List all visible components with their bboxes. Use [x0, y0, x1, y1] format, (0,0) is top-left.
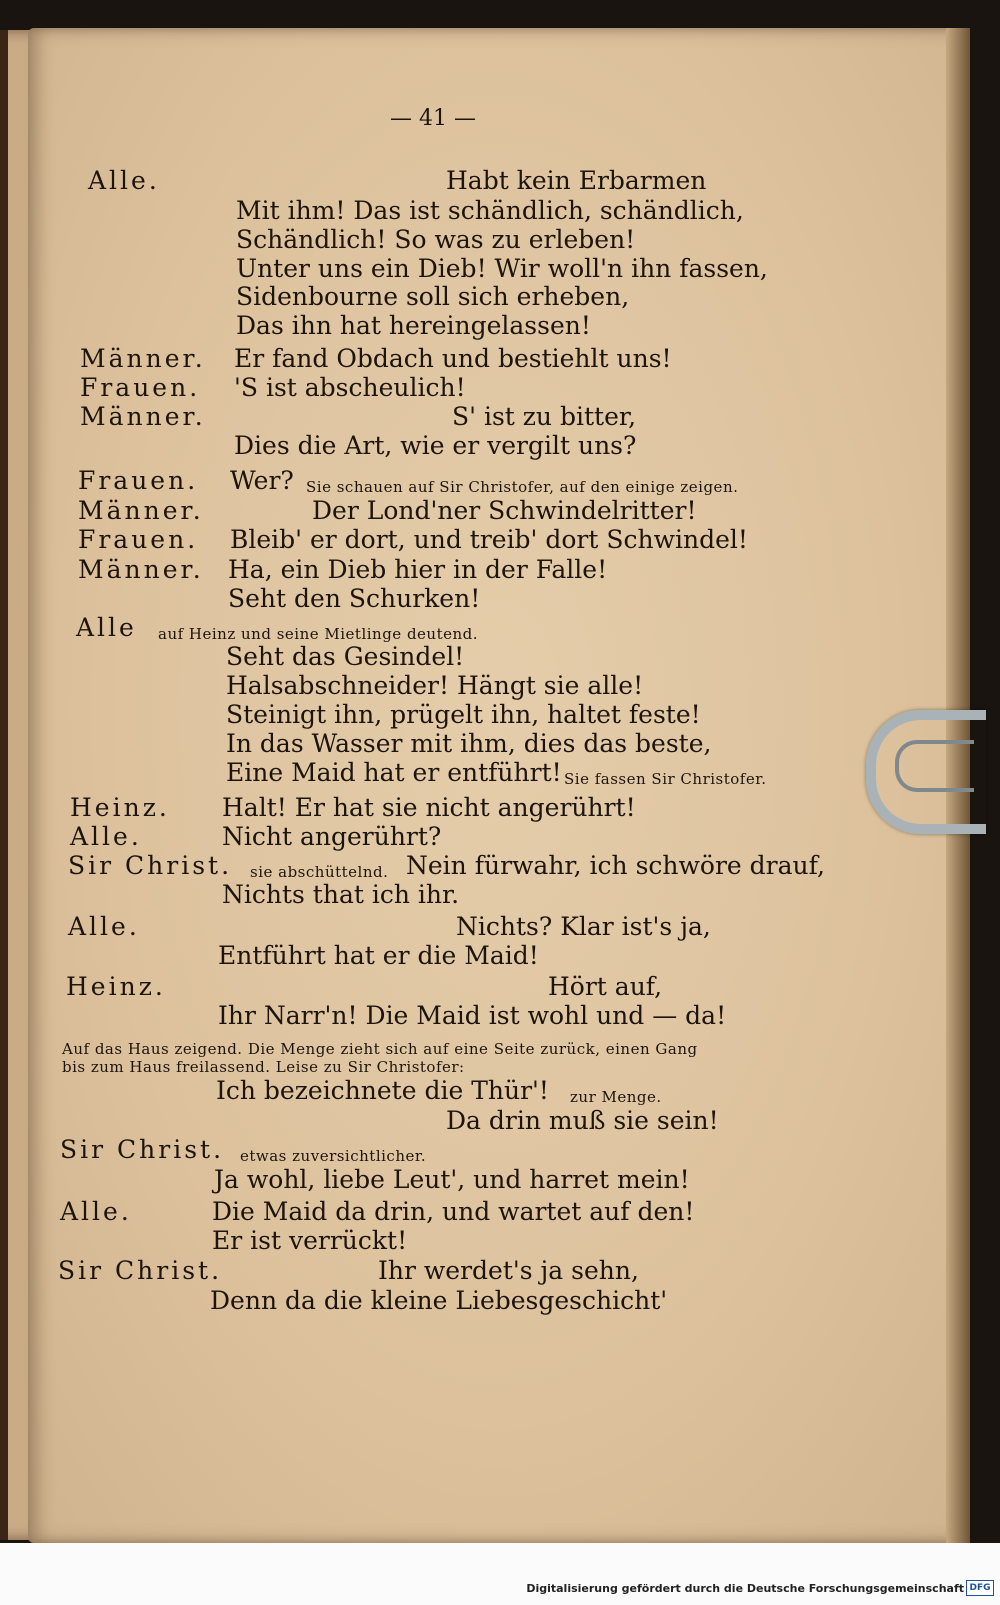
- verse-line: Nichts that ich ihr.: [222, 880, 460, 909]
- speaker-label: Männer.: [80, 402, 206, 431]
- speaker-label: Heinz.: [70, 793, 170, 822]
- verse-line: Eine Maid hat er entführt!: [226, 758, 562, 787]
- verse-line: 'S ist abscheulich!: [234, 373, 466, 402]
- verse-line: Steinigt ihn, prügelt ihn, haltet feste!: [226, 700, 701, 729]
- book-spine: [0, 30, 8, 1540]
- speaker-label: Frauen.: [80, 373, 201, 402]
- verse-line: Die Maid da drin, und wartet auf den!: [212, 1197, 695, 1226]
- verse-line: In das Wasser mit ihm, dies das beste,: [226, 729, 712, 758]
- verse-line: Nichts? Klar ist's ja,: [456, 912, 711, 941]
- speaker-label: Frauen.: [78, 525, 199, 554]
- verse-line: S' ist zu bitter,: [452, 402, 637, 431]
- speaker-label: Männer.: [78, 555, 204, 584]
- verse-line: Entführt hat er die Maid!: [218, 941, 539, 970]
- verse-line: Halt! Er hat sie nicht angerührt!: [222, 793, 636, 822]
- stage-direction: sie abschüttelnd.: [250, 863, 389, 881]
- verse-line: Ich bezeichnete die Thür'!: [216, 1076, 549, 1105]
- paper-clip-inner-loop: [895, 740, 974, 792]
- verse-line: Nein fürwahr, ich schwöre drauf,: [406, 851, 825, 880]
- speaker-label: Frauen.: [78, 466, 199, 495]
- verse-line: Ihr werdet's ja sehn,: [378, 1256, 639, 1285]
- stage-direction: zur Menge.: [570, 1088, 662, 1106]
- speaker-label: Alle.: [60, 1197, 132, 1226]
- speaker-label: Sir Christ.: [58, 1256, 223, 1285]
- verse-line: Ja wohl, liebe Leut', und harret mein!: [214, 1165, 690, 1194]
- speaker-label: Sir Christ.: [60, 1135, 225, 1164]
- verse-line: Habt kein Erbarmen: [446, 166, 707, 195]
- verse-line: Mit ihm! Das ist schändlich, schändlich,: [236, 196, 744, 225]
- book-page: [28, 28, 970, 1543]
- stage-direction: etwas zuversichtlicher.: [240, 1147, 427, 1165]
- stage-direction: Sie schauen auf Sir Christofer, auf den einige zeigen.: [306, 478, 739, 496]
- verse-line: Ihr Narr'n! Die Maid ist wohl und — da!: [218, 1001, 727, 1030]
- verse-line: Ha, ein Dieb hier in der Falle!: [228, 555, 608, 584]
- verse-line: Da drin muß sie sein!: [446, 1106, 719, 1135]
- dfg-logo: DFG: [966, 1580, 994, 1596]
- speaker-label: Sir Christ.: [68, 851, 233, 880]
- verse-line: Hört auf,: [548, 972, 663, 1001]
- verse-line: Das ihn hat hereingelassen!: [236, 311, 591, 340]
- speaker-label: Alle: [76, 613, 137, 642]
- verse-line: Er fand Obdach und bestiehlt uns!: [234, 344, 672, 373]
- speaker-label: Männer.: [80, 344, 206, 373]
- speaker-label: Alle.: [68, 912, 140, 941]
- verse-line: Schändlich! So was zu erleben!: [236, 225, 636, 254]
- stage-direction: auf Heinz und seine Mietlinge deutend.: [158, 625, 479, 643]
- speaker-label: Heinz.: [66, 972, 166, 1001]
- verse-line: Er ist verrückt!: [212, 1226, 408, 1255]
- footer-strip: [0, 1543, 1000, 1605]
- speaker-label: Männer.: [78, 496, 204, 525]
- verse-line: Seht den Schurken!: [228, 584, 481, 613]
- stage-direction: Sie fassen Sir Christofer.: [564, 770, 767, 788]
- verse-line: Seht das Gesindel!: [226, 642, 465, 671]
- verse-line: Denn da die kleine Liebesgeschicht': [210, 1286, 668, 1315]
- speaker-label: Alle.: [70, 822, 142, 851]
- stage-direction: Auf das Haus zeigend. Die Menge zieht sich auf eine Seite zurück, einen Gang: [62, 1040, 698, 1058]
- verse-line: Bleib' er dort, und treib' dort Schwindel!: [230, 525, 748, 554]
- page-number: — 41 —: [390, 106, 476, 131]
- verse-line: Der Lond'ner Schwindelritter!: [312, 496, 697, 525]
- verse-line: Nicht angerührt?: [222, 822, 442, 851]
- stage-direction: bis zum Haus freilassend. Leise zu Sir Christofer:: [62, 1058, 465, 1076]
- verse-line: Unter uns ein Dieb! Wir woll'n ihn fassen,: [236, 254, 768, 283]
- verse-line: Sidenbourne soll sich erheben,: [236, 282, 630, 311]
- speaker-label: Alle.: [88, 166, 160, 195]
- digitization-credit: Digitalisierung gefördert durch die Deutsche Forschungsgemeinschaft: [526, 1582, 964, 1595]
- verse-line: Wer?: [230, 466, 294, 495]
- verse-line: Halsabschneider! Hängt sie alle!: [226, 671, 644, 700]
- verse-line: Dies die Art, wie er vergilt uns?: [234, 431, 637, 460]
